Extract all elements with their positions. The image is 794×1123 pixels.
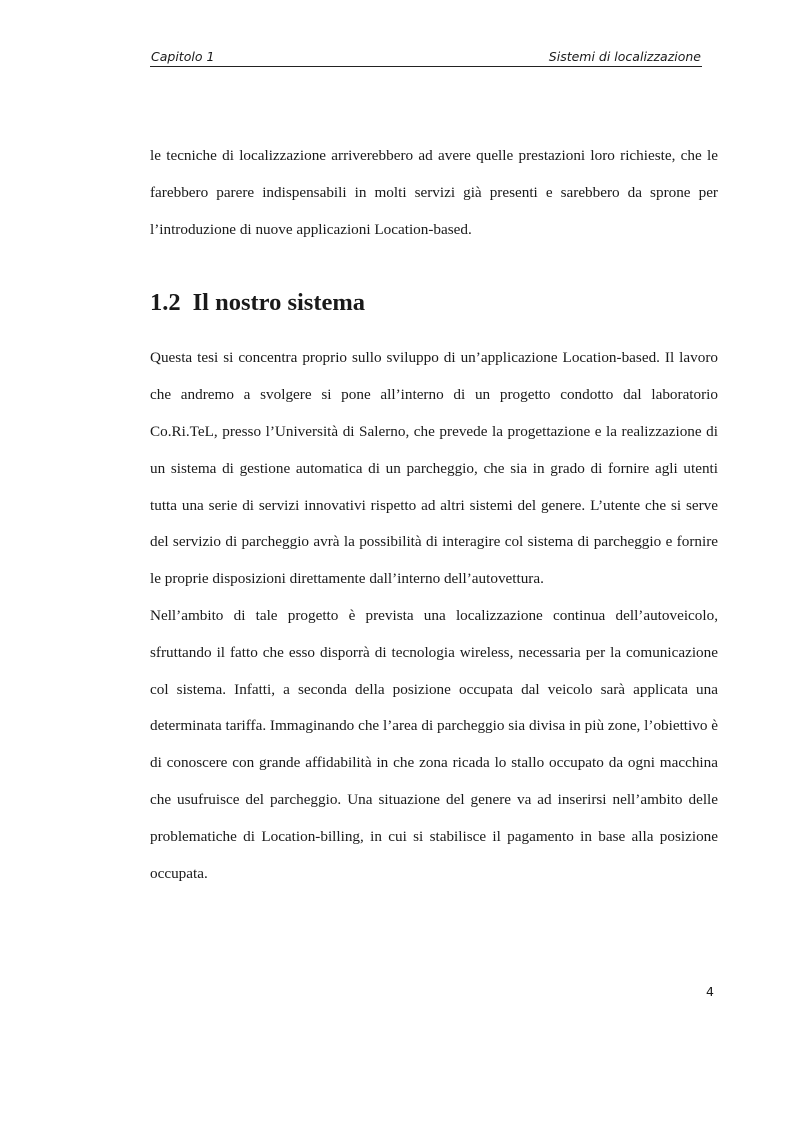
header-chapter: Capitolo 1 [151, 49, 215, 64]
page-number: 4 [706, 984, 714, 999]
body-paragraph-1: Questa tesi si concentra proprio sullo sviluppo di un’applicazione Location-based. Il lavoro che andremo a svolgere si pone all’interno di un progetto condotto dal laboratorio Co.Ri.TeL, presso l’Università di Salerno, che prevede la progettazione e la realizzazione di un sistema di gestione automatica di un parcheggio, che sia in grado di fornire agli utenti tutta una serie di servizi innovativi rispetto ad altri sistemi del genere. L’utente che si serve del servizio di parcheggio avrà la possibilità di interagire col sistema di parcheggio e fornire le proprie disposizioni direttamente dall’interno dell’autovettura. [150, 349, 718, 588]
header-title: Sistemi di localizzazione [548, 49, 701, 64]
section-number: 1.2 [150, 289, 181, 317]
running-header [150, 48, 702, 67]
section-heading [150, 288, 718, 318]
intro-paragraph: le tecniche di localizzazione arriverebbero ad avere quelle prestazioni loro richieste, che le farebbero parere indispensabili in molti servizi già presenti e sarebbero da sprone per l’introduzione di nuove applicazioni Location-based. [150, 147, 718, 238]
body-paragraph-2: Nell’ambito di tale progetto è prevista una localizzazione continua dell’autoveicolo, sfruttando il fatto che esso disporrà di tecnologia wireless, necessaria per la comunicazione col sistema. Infatti, a seconda della posizione occupata dal veicolo sarà applicata una determinata tariffa. Immaginando che l’area di parcheggio sia divisa in più zone, l’obiettivo è di conoscere con grande affidabilità in che zona ricada lo stallo occupato da ogni macchina che usufruisce del parcheggio. Una situazione del genere va ad inserirsi nell’ambito delle problematiche di Location-billing, in cui si stabilisce il pagamento in base alla posizione occupata. [150, 606, 718, 882]
section-title: Il nostro sistema [192, 289, 366, 317]
page-body [150, 138, 718, 892]
